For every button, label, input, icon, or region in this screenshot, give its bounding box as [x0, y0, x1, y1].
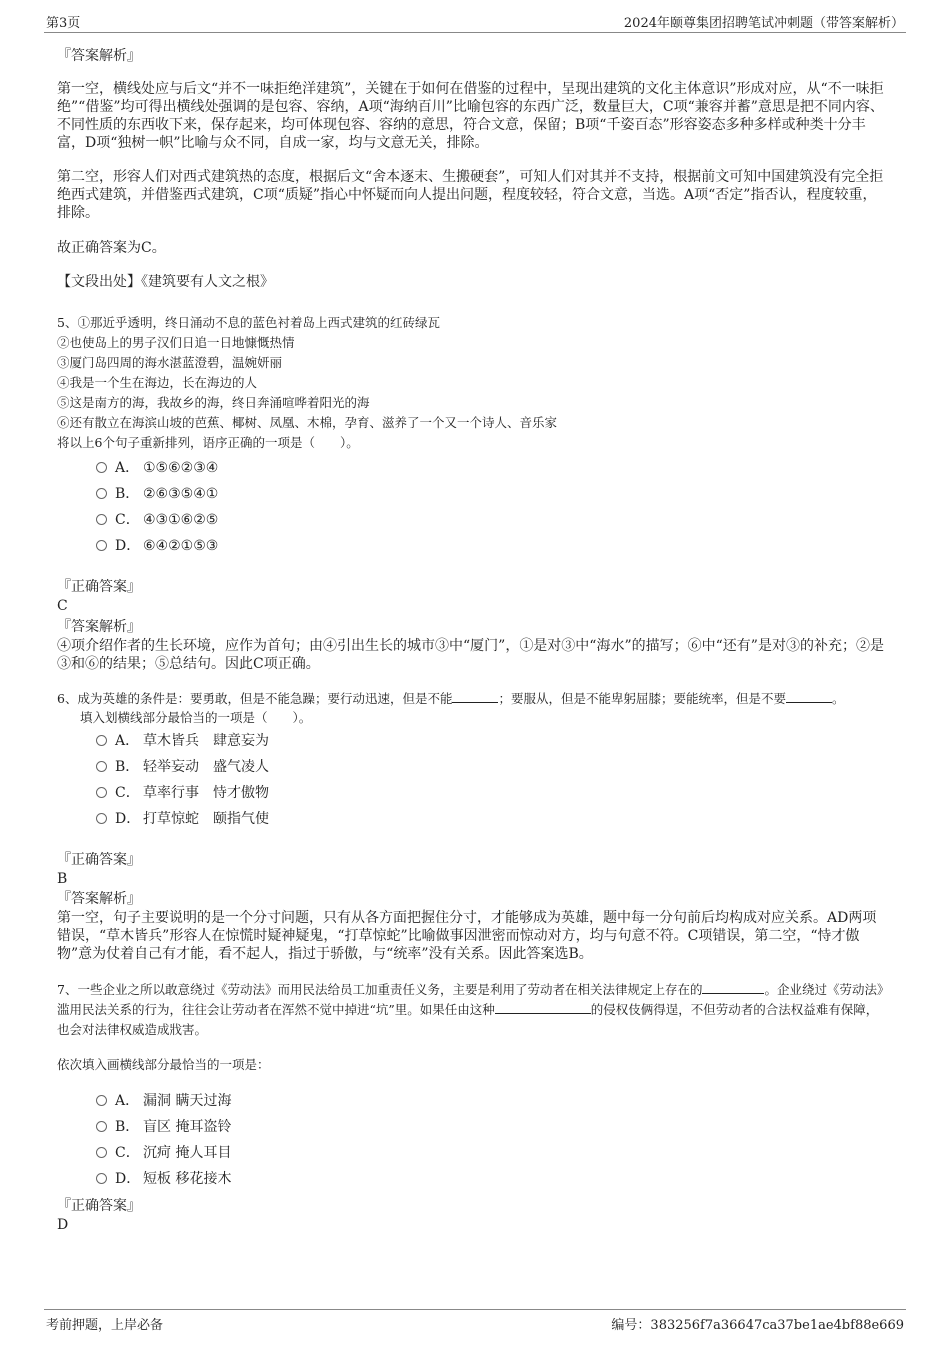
q6-option-a[interactable]: A． 草木皆兵 肆意妄为 [96, 732, 269, 750]
page-number: 第3页 [46, 16, 81, 31]
q6-analysis: 第一空，句子主要说明的是一个分寸问题，只有从各方面把握住分寸，才能够成为英雄，题中每一分句前后均构成对应关系。AD两项错误，“草木皆兵”形容人在惊慌时疑神疑鬼，“打草惊蛇”比喻做事因泄密而惊动对方，均与句意不符。C项错误，第二空，“恃才傲物”意为仗着自己有才能，看不起人，指过于骄傲，与“统率”没有关系。因此答案选B。 [57, 910, 877, 962]
q5-answer-label: 『正确答案』 [57, 579, 141, 595]
blank-line [452, 690, 498, 703]
q5-stem [57, 313, 887, 453]
radio-icon[interactable] [96, 813, 107, 824]
q5-option-d[interactable]: D． ⑥④②①⑤③ [96, 537, 218, 555]
q5-prompt: 将以上6个句子重新排列，语序正确的一项是（ ）。 [57, 435, 359, 450]
q4-analysis-label: 『答案解析』 [57, 48, 141, 64]
q7-option-a[interactable]: A． 漏洞 瞒天过海 [96, 1092, 231, 1110]
q5-line: ⑤这是南方的海，我故乡的海，终日奔涌喧哗着阳光的海 [57, 395, 370, 410]
q5-answer: C [57, 598, 68, 614]
q6-analysis-label: 『答案解析』 [57, 891, 141, 907]
footer-slogan: 考前押题，上岸必备 [46, 1318, 164, 1333]
q6-option-c[interactable]: C． 草率行事 恃才傲物 [96, 784, 269, 802]
document-id: 编号：383256f7a36647ca37be1ae4bf88e669 [611, 1318, 904, 1333]
radio-icon[interactable] [96, 488, 107, 499]
q4-conclusion: 故正确答案为C。 [57, 240, 166, 256]
q5-line: ④我是一个生在海边，长在海边的人 [57, 375, 258, 390]
radio-icon[interactable] [96, 1173, 107, 1184]
q6-stem: 6、成为英雄的条件是：要勇敢，但是不能急躁；要行动迅速，但是不能 ；要服从，但是不能卑躬屈膝；要能统率，但是不要 。 [57, 691, 845, 706]
radio-icon[interactable] [96, 540, 107, 551]
q7-option-d[interactable]: D． 短板 移花接木 [96, 1170, 231, 1188]
blank-line [786, 690, 832, 703]
blank-line [495, 1001, 591, 1014]
q5-analysis-label: 『答案解析』 [57, 619, 141, 635]
q5-option-c[interactable]: C． ④③①⑥②⑤ [96, 511, 218, 529]
q6-answer: B [57, 871, 68, 887]
q5-line: ②也使岛上的男子汉们日追一日地慷慨热情 [57, 335, 295, 350]
q7-prompt: 依次填入画横线部分最恰当的一项是： [57, 1057, 270, 1072]
q4-source: 【文段出处】《建筑要有人文之根》 [57, 274, 274, 290]
radio-icon[interactable] [96, 1121, 107, 1132]
q5-option-a[interactable]: A． ①⑤⑥②③④ [96, 459, 218, 477]
radio-icon[interactable] [96, 787, 107, 798]
radio-icon[interactable] [96, 761, 107, 772]
q5-analysis: ④项介绍作者的生长环境，应作为首句；由④引出生长的城市③中“厦门”，①是对③中“海水”的描写；⑥中“还有”是对③的补充；②是③和⑥的结果；⑤总结句。因此C项正确。 [57, 638, 884, 672]
q7-option-c[interactable]: C． 沉疴 掩人耳目 [96, 1144, 231, 1162]
q5-option-b[interactable]: B． ②⑥③⑤④① [96, 485, 218, 503]
radio-icon[interactable] [96, 462, 107, 473]
radio-icon[interactable] [96, 1095, 107, 1106]
q7-stem: 7、一些企业之所以敢意绕过《劳动法》而用民法给员工加重责任义务，主要是利用了劳动者在相关法律规定上存在的 。企业绕过《劳动法》滥用民法关系的行为，往往会让劳动者在浑然不觉中掉进“坑”里。如果任由这种 的侵权伎俩得逞，不但劳动者的合法权益难有保障，也会对法律权威造成戕害。 [57, 982, 884, 1037]
q4-analysis-p2: 第二空，形容人们对西式建筑热的态度，根据后文“舍本逐末、生搬硬套”，可知人们对其并不支持，根据前文可知中国建筑没有完全拒绝西式建筑，并借鉴西式建筑，C项“质疑”指心中怀疑而向人提出问题，程度较轻，符合文意，当选。A项“否定”指否认，程度较重，排除。 [57, 169, 884, 221]
q5-line: ⑥还有散立在海滨山坡的芭蕉、椰树、凤凰、木棉，孕育、滋养了一个又一个诗人、音乐家 [57, 415, 558, 430]
q6-prompt: 填入划横线部分最恰当的一项是（ ）。 [80, 710, 312, 725]
q5-line: 5、①那近乎透明，终日涌动不息的蓝色衬着岛上西式建筑的红砖绿瓦 [57, 315, 440, 330]
q7-option-b[interactable]: B． 盲区 掩耳盗铃 [96, 1118, 231, 1136]
q6-option-b[interactable]: B． 轻举妄动 盛气凌人 [96, 758, 269, 776]
q6-answer-label: 『正确答案』 [57, 852, 141, 868]
page-footer [44, 1309, 906, 1332]
radio-icon[interactable] [96, 1147, 107, 1158]
page-header [44, 10, 906, 33]
blank-line [702, 981, 764, 994]
document-title: 2024年颐尊集团招聘笔试冲刺题（带答案解析） [623, 16, 904, 31]
q6-option-d[interactable]: D． 打草惊蛇 颐指气使 [96, 810, 269, 828]
q5-line: ③厦门岛四周的海水湛蓝澄碧，温婉妍丽 [57, 355, 283, 370]
radio-icon[interactable] [96, 735, 107, 746]
q4-analysis-p1: 第一空，横线处应与后文“并不一味拒绝洋建筑”，关键在于如何在借鉴的过程中，呈现出建筑的文化主体意识”形成对应，从“不一味拒绝”“借鉴”均可得出横线处强调的是包容、容纳，A项“海纳百川”比喻包容的东西广泛，数量巨大，C项“兼容并蓄”意思是把不同内容、不同性质的东西收下来，保存起来，均可体现包容、容纳的意思，符合文意，保留；B项“千姿百态”形容姿态多种多样或种类十分丰富，D项“独树一帜”比喻与众不同，自成一家，均与文意无关，排除。 [57, 81, 884, 151]
q7-answer-label: 『正确答案』 [57, 1198, 141, 1214]
q7-answer: D [57, 1217, 69, 1233]
radio-icon[interactable] [96, 514, 107, 525]
